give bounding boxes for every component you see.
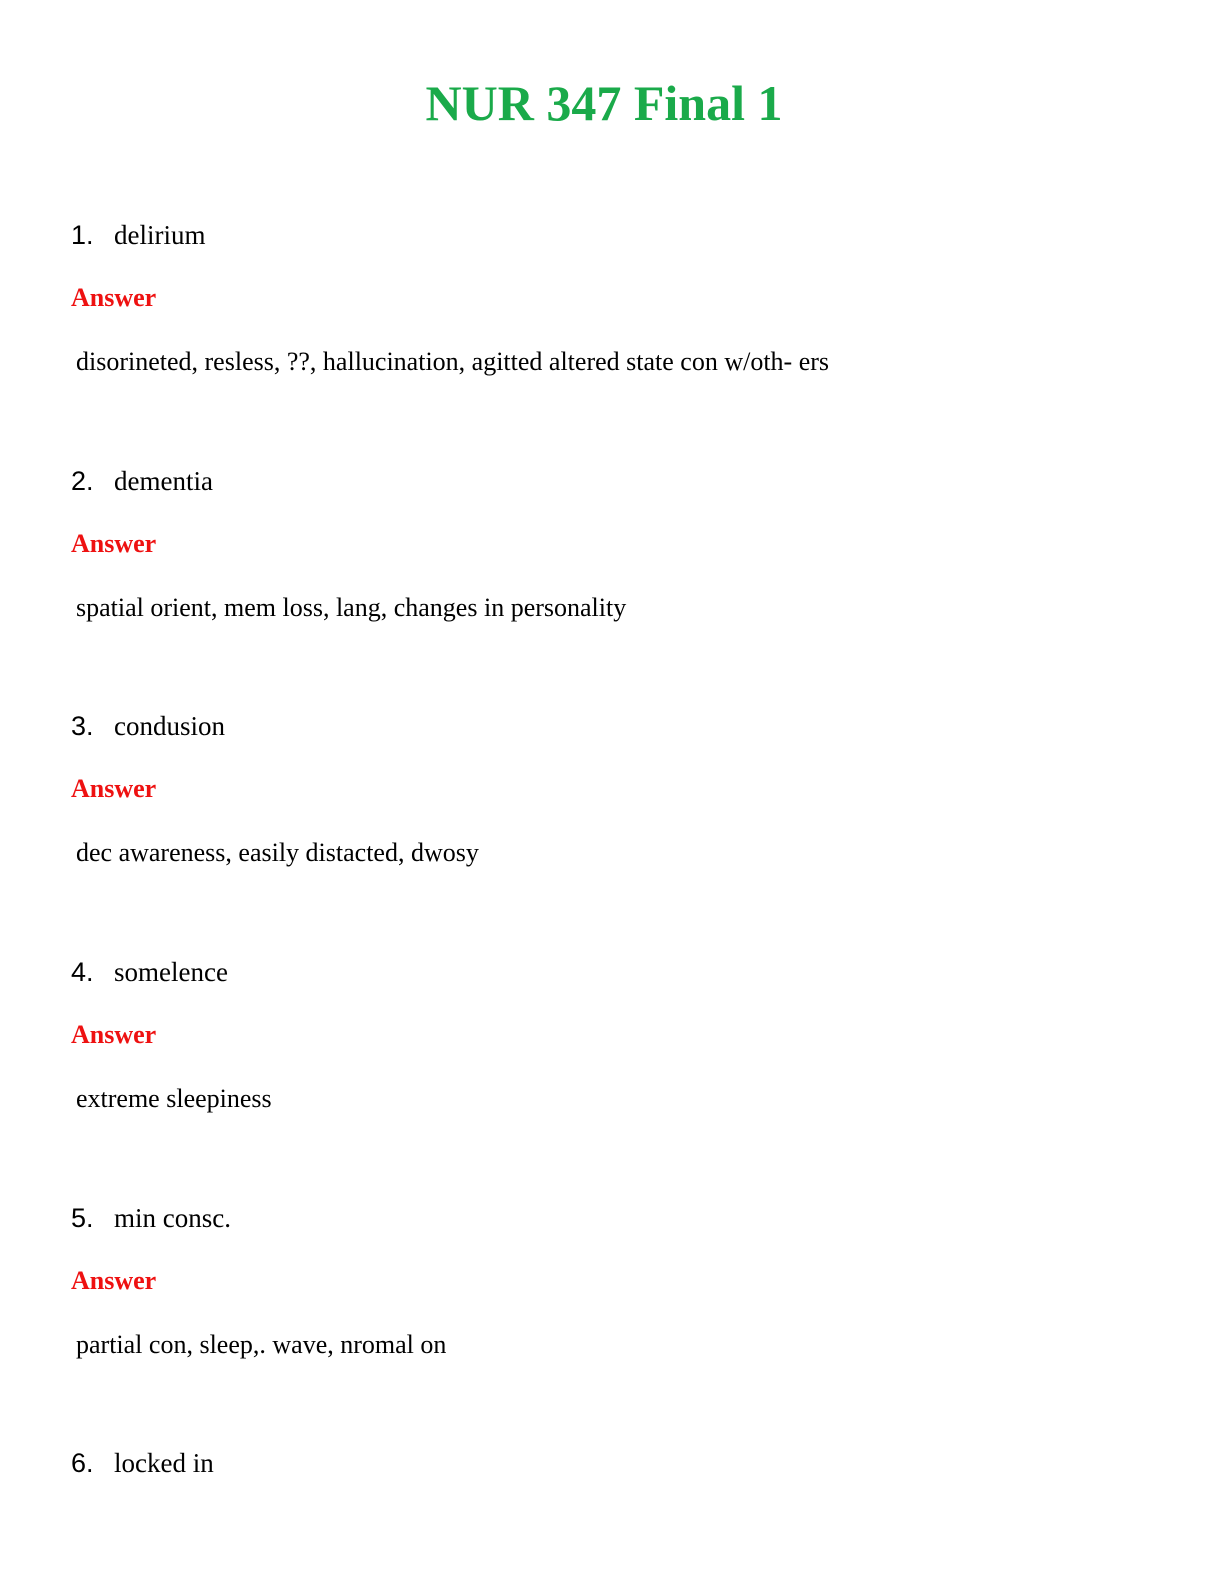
answer-label: Answer — [71, 529, 157, 558]
answer-label: Answer — [71, 283, 157, 312]
answer-label: Answer — [71, 1020, 157, 1049]
document-title: NUR 347 Final 1 — [425, 75, 783, 131]
answer-text: extreme sleepiness — [76, 1084, 272, 1113]
question-number: 2. — [71, 466, 94, 496]
question-number: 3. — [71, 711, 94, 741]
question-term: min consc. — [114, 1203, 231, 1233]
question-6 — [71, 1447, 1151, 1479]
question-term: locked in — [114, 1448, 214, 1478]
question-number: 1. — [71, 220, 94, 250]
question-term: condusion — [114, 711, 225, 741]
question-number: 6. — [71, 1448, 94, 1478]
answer-label: Answer — [71, 774, 157, 803]
question-2 — [71, 465, 1151, 622]
question-number: 5. — [71, 1203, 94, 1233]
question-5 — [71, 1202, 1151, 1359]
answer-label: Answer — [71, 1266, 157, 1295]
question-1 — [71, 219, 1151, 376]
answer-text: disorineted, resless, ??, hallucination, agitted altered state con w/oth- ers — [76, 347, 830, 376]
question-term: delirium — [114, 220, 206, 250]
question-term: dementia — [114, 466, 213, 496]
question-4 — [71, 956, 1151, 1113]
question-3 — [71, 710, 1151, 867]
question-term: somelence — [114, 957, 228, 987]
question-number: 4. — [71, 957, 94, 987]
answer-text: dec awareness, easily distacted, dwosy — [76, 838, 479, 867]
answer-text: spatial orient, mem loss, lang, changes in personality — [76, 593, 627, 622]
answer-text: partial con, sleep,. wave, nromal on — [76, 1330, 447, 1359]
